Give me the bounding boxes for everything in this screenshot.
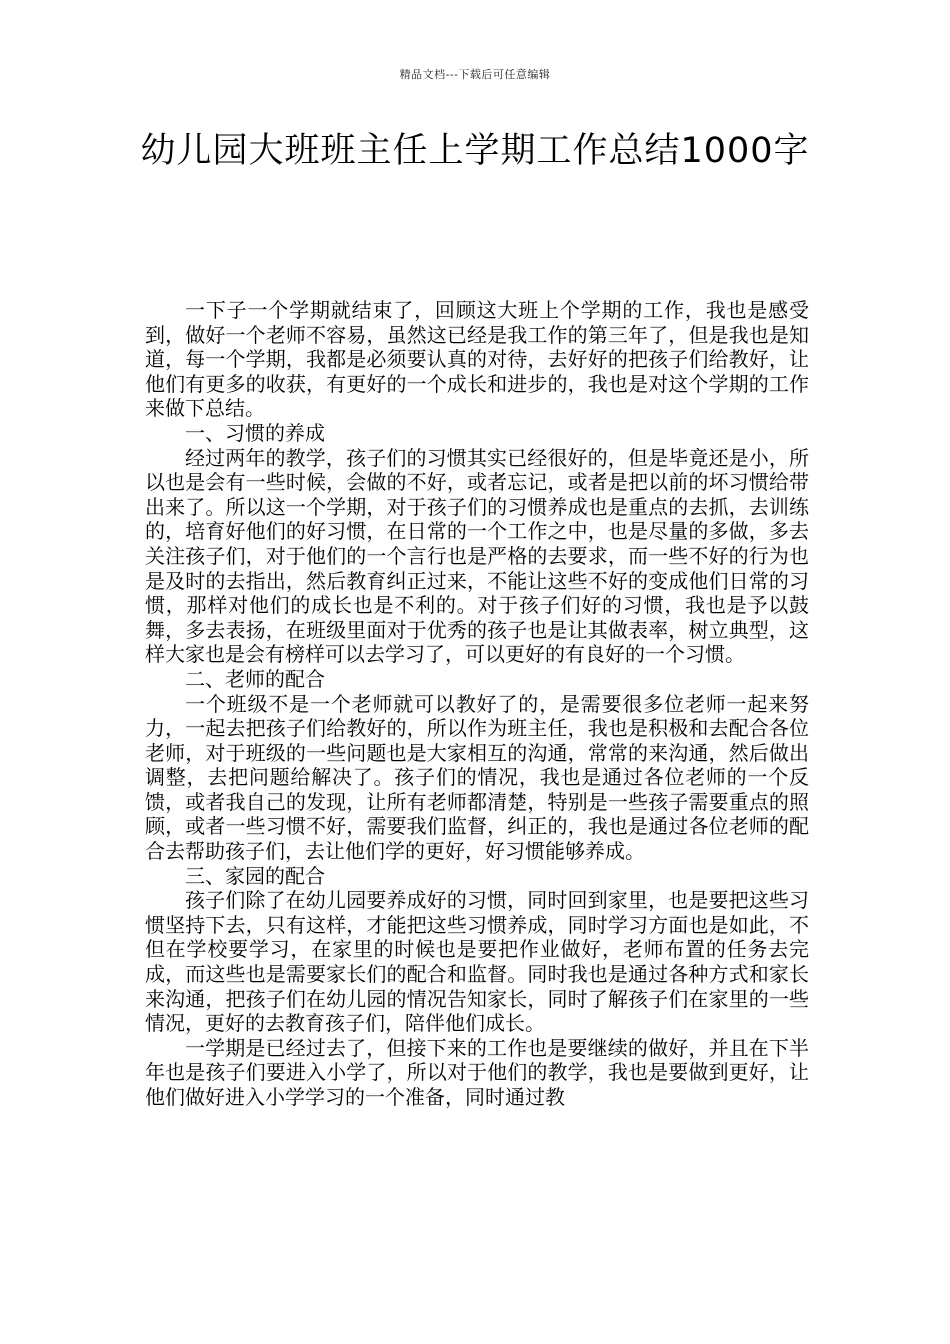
header-note: 精品文档---下载后可任意编辑 [399,68,551,81]
document-body [145,298,809,1110]
paragraph-teachers: 一个班级不是一个老师就可以教好了的，是需要很多位老师一起来努力，一起去把孩子们给教好的，所以作为班主任，我也是积极和去配合各位老师，对于班级的一些问题也是大家相互的沟通，常常的来沟通，然后做出调整，去把问题给解决了。孩子们的情况，我也是通过各位老师的一个反馈，或者我自己的发现，让所有老师都清楚，特别是一些孩子需要重点的照顾，或者一些习惯不好，需要我们监督，纠正的，我也是通过各位老师的配合去帮助孩子们，去让他们学的更好，好习惯能够养成。 [145,691,809,864]
paragraph-intro: 一下子一个学期就结束了，回顾这大班上个学期的工作，我也是感受到，做好一个老师不容易，虽然这已经是我工作的第三年了，但是我也是知道，每一个学期，我都是必须要认真的对待，去好好的把孩子们给教好，让他们有更多的收获，有更好的一个成长和进步的，我也是对这个学期的工作来做下总结。 [145,298,809,421]
section-heading-teachers: 二、老师的配合 [185,666,325,691]
paragraph-home: 孩子们除了在幼儿园要养成好的习惯，同时回到家里，也是要把这些习惯坚持下去，只有这样，才能把这些习惯养成，同时学习方面也是如此，不但在学校要学习，在家里的时候也是要把作业做好，老师布置的任务去完成，而这些也是需要家长们的配合和监督。同时我也是通过各种方式和家长来沟通，把孩子们在幼儿园的情况告知家长，同时了解孩子们在家里的一些情况，更好的去教育孩子们，陪伴他们成长。 [145,888,809,1036]
section-heading-habits: 一、习惯的养成 [185,420,325,445]
paragraph-conclusion: 一学期是已经过去了，但接下来的工作也是要继续的做好，并且在下半年也是孩子们要进入小学了，所以对于他们的教学，我也是要做到更好，让他们做好进入小学学习的一个准备，同时通过教 [145,1035,809,1109]
document-title: 幼儿园大班班主任上学期工作总结1000字 [140,131,810,171]
section-heading-home: 三、家园的配合 [185,863,325,888]
paragraph-habits: 经过两年的教学，孩子们的习惯其实已经很好的，但是毕竟还是小，所以也是会有一些时候，会做的不好，或者忘记，或者是把以前的坏习惯给带出来了。所以这一个学期，对于孩子们的习惯养成也是重点的去抓，去训练的，培育好他们的好习惯，在日常的一个工作之中，也是尽量的多做，多去关注孩子们，对于他们的一个言行也是严格的去要求，而一些不好的行为也是及时的去指出，然后教育纠正过来，不能让这些不好的变成他们日常的习惯，那样对他们的成长也是不利的。对于孩子们好的习惯，我也是予以鼓舞，多去表扬，在班级里面对于优秀的孩子也是让其做表率，树立典型，这样大家也是会有榜样可以去学习了，可以更好的有良好的一个习惯。 [145,445,809,667]
